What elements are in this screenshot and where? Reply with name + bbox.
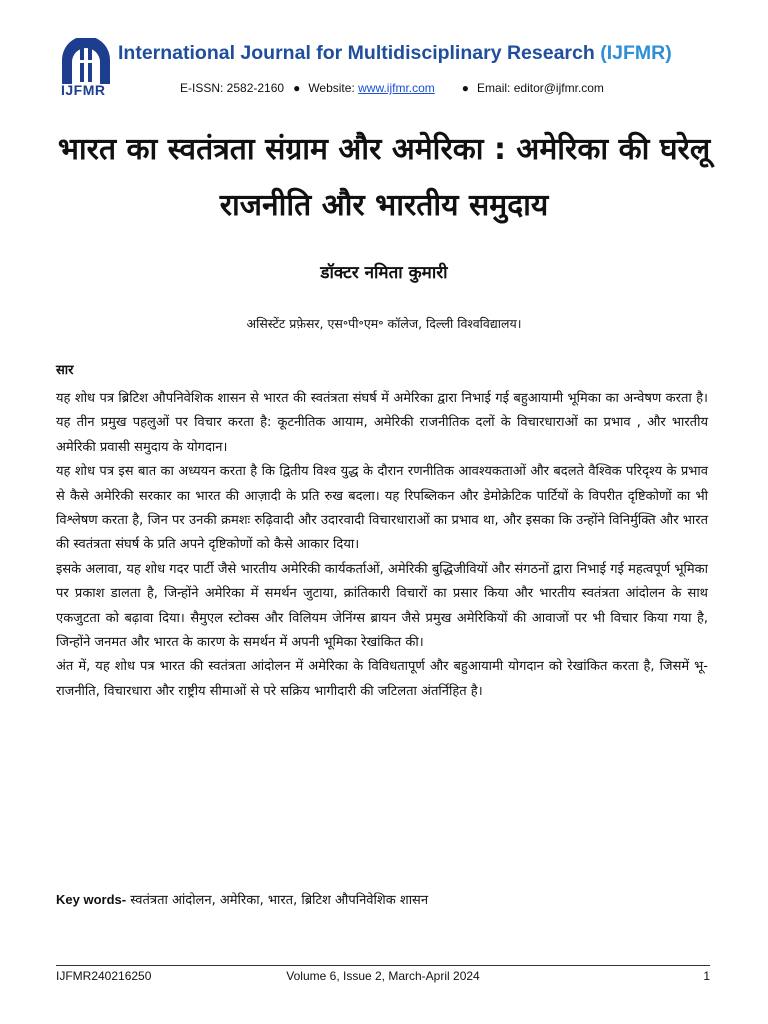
bullet-separator: ●: [461, 81, 470, 95]
abstract-paragraph: अंत में, यह शोध पत्र भारत की स्वतंत्रता आंदोलन में अमेरिका के विविधतापूर्ण और बहुआयामी योगदान को रेखांकित करता है, जिसमें भू-राजनीति, विचारधारा और राष्ट्रीय सीमाओं से परे सक्रिय भागीदारी की जटिलता अंतर्निहित है।: [56, 659, 708, 699]
paper-id: IJFMR240216250: [56, 969, 152, 983]
paper-title: भारत का स्वतंत्रता संग्राम और अमेरिका : अमेरिका की घरेलू राजनीति और भारतीय समुदाय: [57, 132, 711, 223]
journal-abbreviation: (IJFMR): [600, 42, 672, 64]
author-name: डॉक्टर नमिता कुमारी: [320, 263, 448, 283]
eissn: E-ISSN: 2582-2160: [180, 81, 285, 95]
journal-meta: [180, 81, 604, 95]
bullet-separator: ●: [293, 81, 301, 95]
logo-emblem-icon: [56, 38, 116, 84]
journal-header: [56, 38, 716, 100]
website-label: Website:: [308, 81, 355, 95]
page-footer: [56, 969, 710, 985]
abstract-heading: सार: [56, 363, 74, 378]
footer-divider: [56, 965, 710, 966]
abstract-body: [56, 387, 708, 704]
abstract-paragraph: इसके अलावा, यह शोध गदर पार्टी जैसे भारतीय अमेरिकी कार्यकर्ताओं, अमेरिकी बुद्धिजीवियों और संगठनों द्वारा निभाई गई महत्वपूर्ण भूमिका पर प्रकाश डालता है, जिन्होंने अमेरिका में समर्थन जुटाया, क्रांतिकारी विचारों का प्रसार किया और भारतीय स्वतंत्रता आंदोलन के साथ एकजुटता को बढ़ावा दिया। सैमुएल स्टोक्स और विलियम जेनिंग्स ब्रायन जैसे प्रमुख अमेरिकियों की आवाजों पर भी विचार किया गया है, जिन्होंने जनमत और भारत के कारण के समर्थन में अपनी भूमिका रेखांकित की।: [56, 561, 708, 651]
journal-title: [118, 42, 672, 65]
abstract-paragraph: यह शोध पत्र ब्रिटिश औपनिवेशिक शासन से भारत की स्वतंत्रता संघर्ष में अमेरिका द्वारा निभाई गई बहुआयामी भूमिका का अन्वेषण करता है। यह तीन प्रमुख पहलुओं पर विचार करता है: कूटनीतिक आयाम, अमेरिकी राजनीतिक दलों के विचारधाराओं का प्रभाव , और भारतीय अमेरिकी प्रवासी समुदाय के योगदान।: [56, 391, 708, 455]
keywords-label: Key words-: [56, 892, 127, 907]
volume-info: Volume 6, Issue 2, March-April 2024: [286, 969, 480, 983]
ijfmr-logo: [56, 38, 116, 100]
author-affiliation: असिस्टेंट प्रफ़ेसर, एस॰पी॰एम॰ कॉलेज, दिल्ली विश्वविद्यालय।: [246, 316, 522, 331]
logo-text: IJFMR: [61, 82, 106, 98]
journal-name: International Journal for Multidisciplinary Research: [118, 42, 595, 64]
page-number: 1: [703, 969, 710, 983]
email: Email: editor@ijfmr.com: [477, 81, 604, 95]
website-link[interactable]: www.ijfmr.com: [358, 81, 435, 95]
keywords-list: स्वतंत्रता आंदोलन, अमेरिका, भारत, ब्रिटिश औपनिवेशिक शासन: [130, 893, 429, 908]
keywords: [56, 890, 428, 908]
abstract-paragraph: यह शोध पत्र इस बात का अध्ययन करता है कि द्वितीय विश्व युद्ध के दौरान रणनीतिक आवश्यकताओं और बदलते वैश्विक परिदृश्य के प्रभाव से कैसे अमेरिकी सरकार का भारत की आज़ादी के प्रति रुख बदला। यह रिपब्लिकन और डेमोक्रेटिक पार्टियों के विपरीत दृष्टिकोणों का भी विश्लेषण करता है, जिन पर उनकी क्रमशः रुढ़िवादी और उदारवादी विचारधाराओं का प्रभाव था, और इसका कि उन्होंने विनिर्मुक्ति और भारत की स्वतंत्रता संघर्ष के प्रति अपने दृष्टिकोणों को कैसे आकार दिया।: [56, 464, 708, 553]
